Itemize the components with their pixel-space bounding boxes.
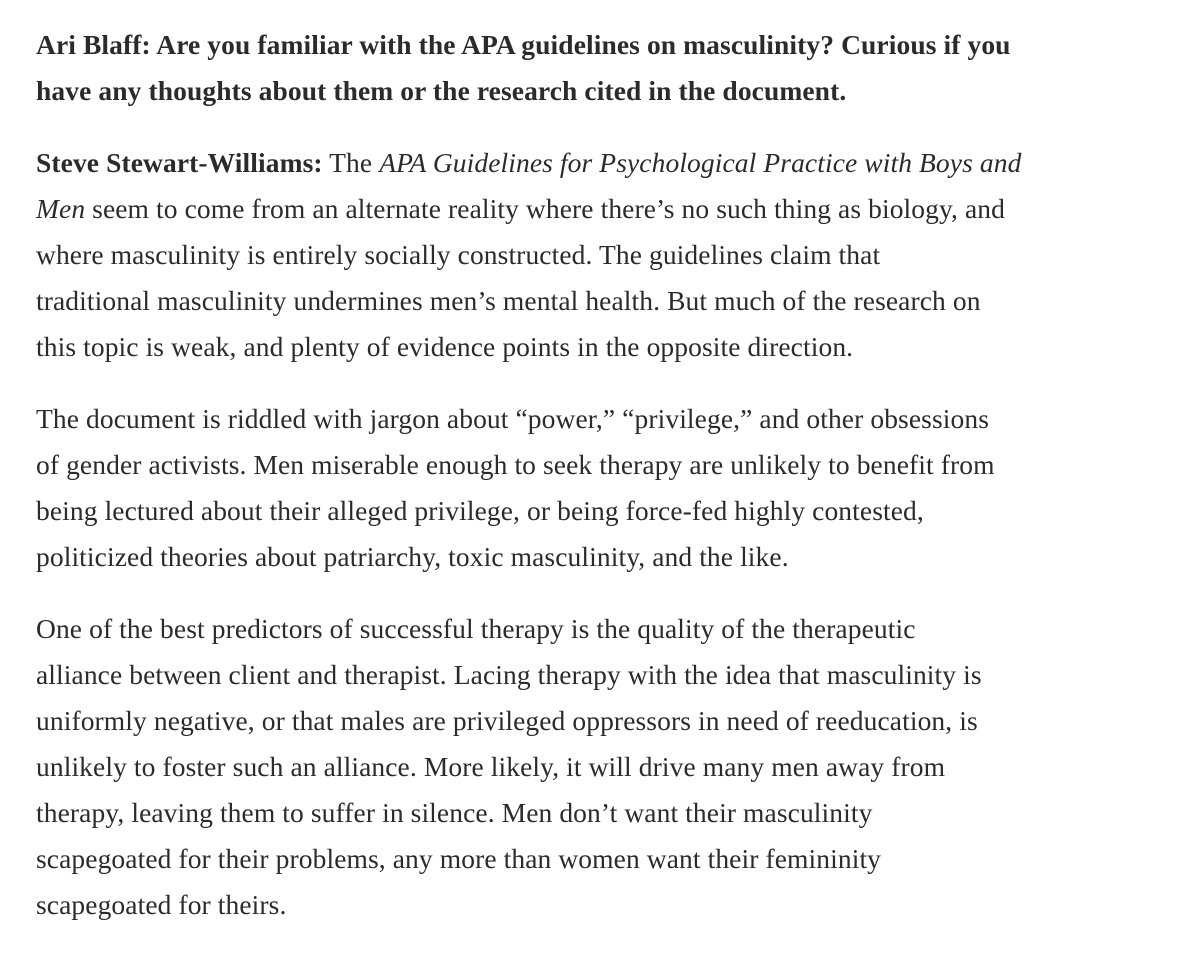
answer-line [36,186,1176,232]
answer-paragraph-2 [36,396,1176,580]
answer-line: therapy, leaving them to suffer in silence. Men don’t want their masculinity [36,797,873,828]
answer-line: alliance between client and therapist. Lacing therapy with the idea that masculinity is [36,659,982,690]
document-title: Men [36,193,86,224]
document-title: APA Guidelines for Psychological Practice with Boys and [379,147,1022,178]
answer-line: unlikely to foster such an alliance. More likely, it will drive many men away from [36,751,946,782]
answer-line: this topic is weak, and plenty of evidence points in the opposite direction. [36,331,854,362]
speaker-name: Steve Stewart-Williams: [36,147,323,178]
answer-line: traditional masculinity undermines men’s mental health. But much of the research on [36,285,981,316]
question-line: Ari Blaff: Are you familiar with the APA guidelines on masculinity? Curious if you [36,29,1011,60]
answer-text: seem to come from an alternate reality where there’s no such thing as biology, and [85,193,1005,224]
answer-line: The document is riddled with jargon about “power,” “privilege,” and other obsessions [36,403,990,434]
answer-line: where masculinity is entirely socially constructed. The guidelines claim that [36,239,881,270]
answer-line: being lectured about their alleged privilege, or being force-fed highly contested, [36,495,924,526]
answer-line: scapegoated for their problems, any more than women want their femininity [36,843,882,874]
answer-paragraph-3 [36,606,1176,928]
answer-text: The [322,147,380,178]
answer-line: scapegoated for theirs. [36,889,287,920]
question-line: have any thoughts about them or the research cited in the document. [36,75,847,106]
answer-line: of gender activists. Men miserable enough to seek therapy are unlikely to benefit from [36,449,995,480]
answer-line [36,140,1176,186]
answer-line: One of the best predictors of successful therapy is the quality of the therapeutic [36,613,916,644]
answer-line: politicized theories about patriarchy, toxic masculinity, and the like. [36,541,789,572]
answer-line: uniformly negative, or that males are privileged oppressors in need of reeducation, is [36,705,978,736]
interview-article [36,22,1176,928]
question-paragraph [36,22,1176,114]
answer-paragraph-1 [36,140,1176,370]
